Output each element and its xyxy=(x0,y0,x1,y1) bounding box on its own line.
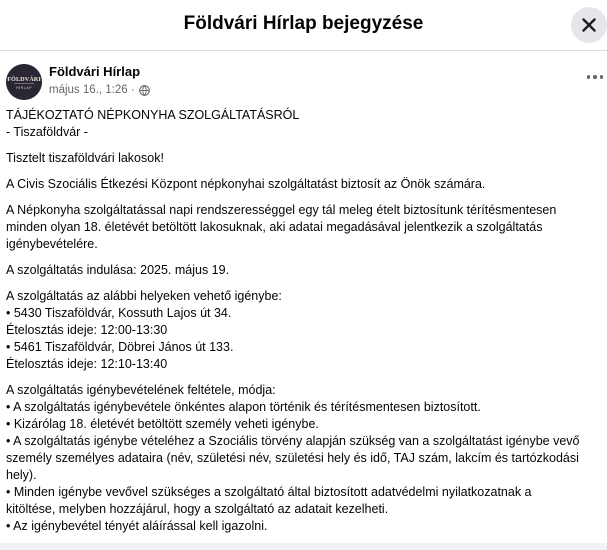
post-paragraph: A Civis Szociális Étkezési Központ népkonyhai szolgáltatást biztosít az Önök számára. xyxy=(6,177,486,191)
close-icon xyxy=(582,18,596,32)
close-button[interactable] xyxy=(571,7,607,43)
post xyxy=(0,51,607,543)
svg-text:HÍRLAP: HÍRLAP xyxy=(16,86,32,90)
post-paragraph: A szolgáltatás igénybevételének feltétele, módja: • A szolgáltatás igénybevétele önkéntes alapon történik és térítésmentesen biztosított. • Kizárólag 18. életévét betöltött személy veheti igénybe. • A szolgáltatás igénybe vételéhez a Szociális törvény alapján szükség van a szolgáltatást igénybe vevő személy személyes adataira (név, születési név, születési hely és idő, TAJ szám, lakcím és tartózkodási hely). • Minden igénybe vevővel szükséges a szolgáltató által biztosított adatvédelmi nyilatkozatnak a kitöltése, melyben hozzájárul, hogy a szolgáltató az adatait kezelheti. • Az igénybevétel tényét aláírással kell igazolni. xyxy=(6,383,580,533)
avatar-logo xyxy=(6,64,42,100)
post-date[interactable]: május 16., 1:26 · xyxy=(49,84,135,96)
post-paragraph: Tisztelt tiszaföldvári lakosok! xyxy=(6,151,164,165)
more-dots-icon xyxy=(587,75,591,79)
avatar[interactable] xyxy=(6,64,42,100)
post-paragraph: A szolgáltatás indulása: 2025. május 19. xyxy=(6,263,230,277)
post-meta xyxy=(49,84,150,96)
post-paragraph: A szolgáltatás az alábbi helyeken vehető igénybe: • 5430 Tiszaföldvár, Kossuth Lajos út 34. Ételosztás ideje: 12:00-13:30 • 5461 Tiszaföldvár, Döbrei János út 133. Ételosztás ideje: 12:10-13:40 xyxy=(6,289,282,371)
dialog-header xyxy=(0,0,607,51)
post-paragraph: A Népkonyha szolgáltatással napi rendszerességgel egy tál meleg ételt biztosítunk térítésmentesen minden olyan 18. életévét betöltött lakosuknak, aki adatai megadásával jelentkezik a szolgáltatás igénybevételére. xyxy=(6,203,557,251)
post-author[interactable]: Földvári Hírlap xyxy=(49,64,141,79)
globe-icon xyxy=(139,85,150,96)
more-options-button[interactable] xyxy=(584,69,606,85)
svg-text:FÖLDVÁRI: FÖLDVÁRI xyxy=(7,76,41,83)
bottom-divider xyxy=(0,543,607,550)
dialog-title: Földvári Hírlap bejegyzése xyxy=(183,13,424,34)
post-text xyxy=(6,107,607,543)
post-paragraph: TÁJÉKOZTATÓ NÉPKONYHA SZOLGÁLTATÁSRÓL - Tiszaföldvár - xyxy=(6,108,300,139)
